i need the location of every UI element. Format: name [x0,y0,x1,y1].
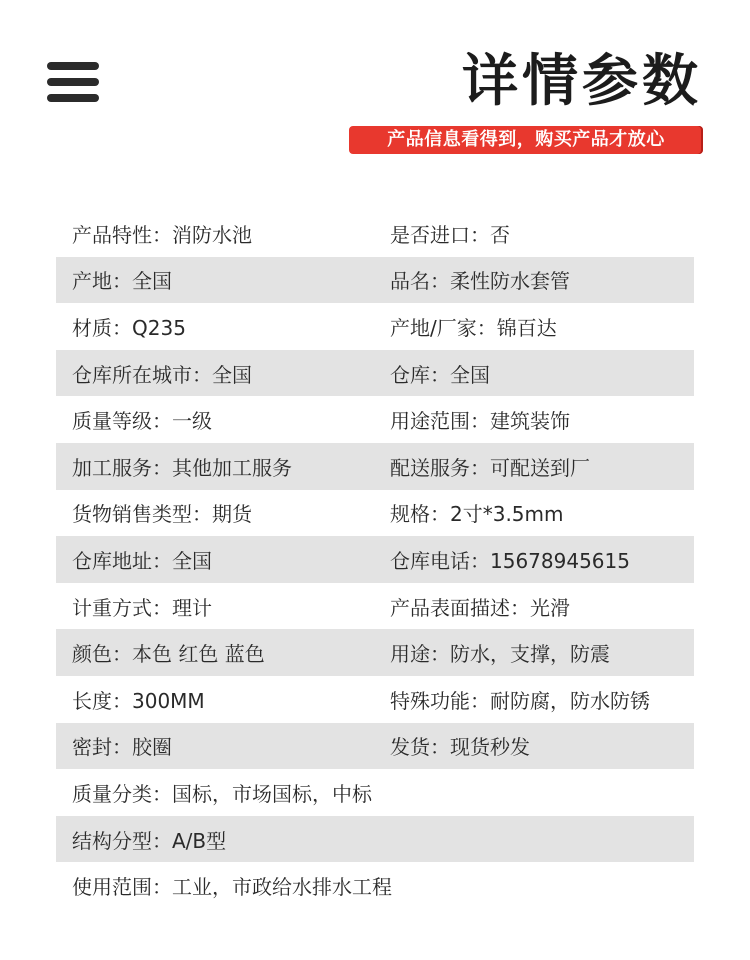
table-row [56,350,694,397]
param-cell: 品名：柔性防水套管 [390,269,570,294]
param-cell: 发货：现货秒发 [390,735,530,760]
table-row [56,443,694,490]
table-row [56,583,694,630]
param-cell: 产品表面描述：光滑 [390,595,570,620]
menu-bar [47,62,99,70]
param-cell: 配送服务：可配送到厂 [390,455,590,480]
table-row [56,676,694,723]
param-cell: 产品特性：消防水池 [72,222,252,247]
table-row [56,210,694,257]
table-row [56,629,694,676]
param-cell: 结构分型：A/B型 [72,828,227,853]
param-cell: 仓库：全国 [390,362,490,387]
param-cell: 质量等级：一级 [72,409,212,434]
menu-bar [47,78,99,86]
param-cell: 密封：胶圈 [72,735,172,760]
table-row [56,257,694,304]
param-cell: 特殊功能：耐防腐，防水防锈 [390,688,650,713]
parameter-table [56,210,694,909]
param-cell: 质量分类：国标，市场国标，中标 [72,781,372,806]
param-cell: 材质：Q235 [72,315,186,340]
table-row [56,816,694,863]
page-title: 详情参数 [462,49,702,114]
param-cell: 货物销售类型：期货 [72,502,252,527]
param-cell: 计重方式：理计 [72,595,212,620]
param-cell: 仓库地址：全国 [72,548,212,573]
param-cell: 长度：300MM [72,688,205,713]
slogan-banner: 产品信息看得到，购买产品才放心 [349,126,703,154]
table-row [56,536,694,583]
table-row [56,862,694,909]
table-row [56,396,694,443]
param-cell: 用途范围：建筑装饰 [390,409,570,434]
param-cell: 加工服务：其他加工服务 [72,455,292,480]
menu-icon[interactable] [47,62,99,102]
param-cell: 仓库电话：15678945615 [390,548,630,573]
param-cell: 产地/厂家：锦百达 [390,315,557,340]
table-row [56,490,694,537]
param-cell: 规格：2寸*3.5mm [390,502,564,527]
table-row [56,303,694,350]
param-cell: 产地：全国 [72,269,172,294]
menu-bar [47,94,99,102]
param-cell: 颜色：本色 红色 蓝色 [72,642,265,667]
param-cell: 是否进口：否 [390,222,510,247]
table-row [56,769,694,816]
param-cell: 用途：防水，支撑，防震 [390,642,610,667]
param-cell: 使用范围：工业，市政给水排水工程 [72,875,392,900]
param-cell: 仓库所在城市：全国 [72,362,252,387]
table-row [56,723,694,770]
